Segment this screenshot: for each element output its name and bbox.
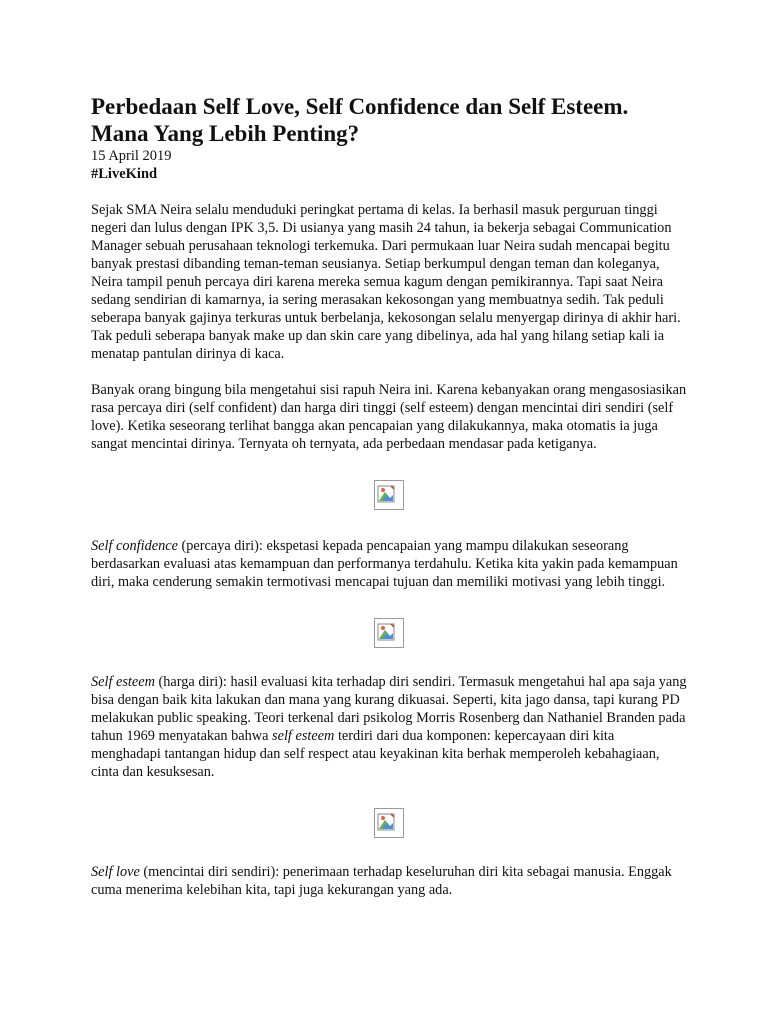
paragraph-intro: Sejak SMA Neira selalu menduduki peringkat pertama di kelas. Ia berhasil masuk perguruan tinggi negeri dan lulus dengan IPK 3,5. Di usianya yang masih 24 tahun, ia bekerja sebagai Communication Manager sebuah perusahaan teknologi terkemuka. Dari permukaan luar Neira sudah mencapai begitu banyak prestasi dibanding teman-teman seusianya. Setiap berkumpul dengan teman dan koleganya, Neira tampil penuh percaya diri karena mereka semua kagum dengan pemikirannya. Tapi saat Neira sedang sendirian di kamarnya, ia sering merasakan kekosongan yang membuatnya sedih. Tak peduli seberapa banyak gajinya terkuras untuk berbelanja, kekosongan selalu menyergap dirinya di akhir hari. Tak peduli seberapa banyak make up dan skin care yang dibelinya, ada hal yang hilang setiap kali ia menatap pantulan dirinya di kaca. [91,202,681,362]
paragraph-self-love: Self love (mencintai diri sendiri): penerimaan terhadap keseluruhan diri kita sebagai manusia. Enggak cuma menerima kelebihan kita, tapi juga kekurangan yang ada. [91,864,672,898]
term-self-esteem: Self esteem [91,674,155,690]
broken-image-icon [374,618,404,648]
term-self-love: Self love [91,864,140,880]
article [91,93,687,899]
paragraph-misconception: Banyak orang bingung bila mengetahui sisi rapuh Neira ini. Karena kebanyakan orang mengasosiasikan rasa percaya diri (self confident) dan harga diri tinggi (self esteem) dengan mencintai diri sendiri (self love). Ketika seseorang terlihat bangga akan pencapaian yang dilakukannya, maka otomatis ia juga sangat mencintai dirinya. Ternyata oh ternyata, ada perbedaan mendasar pada ketiganya. [91,382,687,452]
article-hashtag: #LiveKind [91,166,158,182]
article-date: 15 April 2019 [91,148,172,164]
broken-image-icon [374,808,404,838]
article-title: Perbedaan Self Love, Self Confidence dan Self Esteem. Mana Yang Lebih Penting? [91,94,629,146]
paragraph-self-confidence: Self confidence (percaya diri): ekspetasi kepada pencapaian yang mampu dilakukan seseorang berdasarkan evaluasi atas kemampuan dan performanya terdahulu. Ketika kita yakin pada kemampuan diri, maka cenderung semakin termotivasi mencapai tujuan dan memiliki motivasi yang lebih tinggi. [91,538,678,590]
paragraph-self-esteem: Self esteem (harga diri): hasil evaluasi kita terhadap diri sendiri. Termasuk mengetahui hal apa saja yang bisa dengan baik kita lakukan dan mana yang kurang dikuasai. Seperti, kita jago dansa, tapi kurang PD melakukan public speaking. Teori terkenal dari psikolog Morris Rosenberg dan Nathaniel Branden pada tahun 1969 menyatakan bahwa self esteem terdiri dari dua komponen: kepercayaan diri kita menghadapi tantangan hidup dan self respect atau keyakinan kita berhak memperoleh kebahagiaan, cinta dan kesuksesan. [91,674,687,780]
broken-image-icon [374,480,404,510]
term-self-confidence: Self confidence [91,538,178,554]
